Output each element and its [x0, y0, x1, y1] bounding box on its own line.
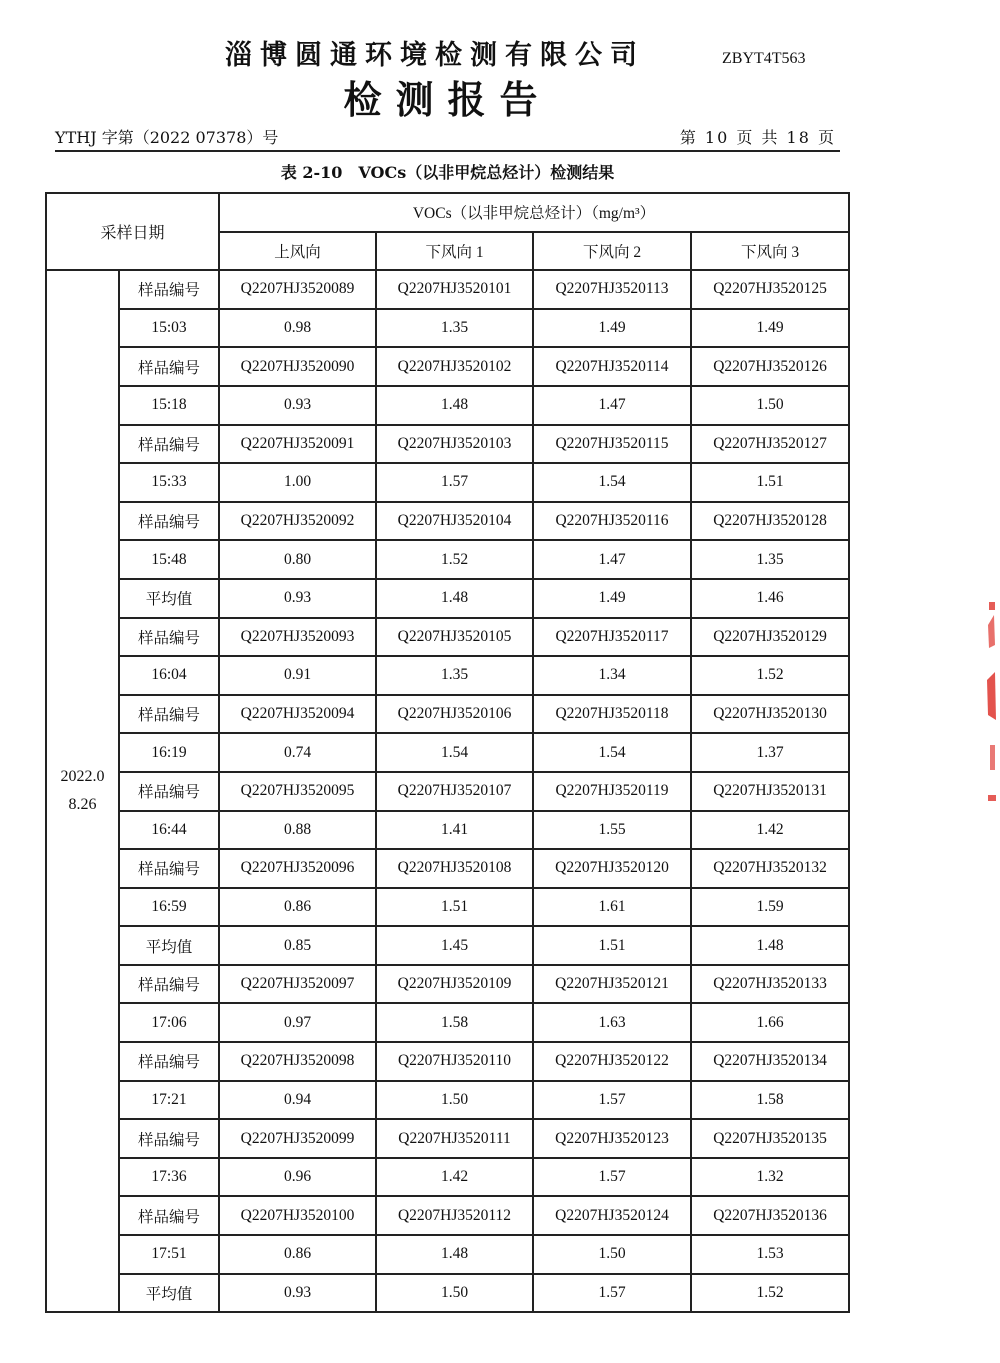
sampling-time-cell: 15:33	[119, 463, 219, 502]
concentration-value-cell: 1.50	[691, 386, 849, 425]
concentration-value-cell: 1.35	[376, 656, 533, 695]
sampling-time-cell: 17:06	[119, 1003, 219, 1042]
sample-id-row	[46, 695, 849, 734]
sample-id-cell: Q2207HJ3520134	[691, 1042, 849, 1081]
sample-id-row	[46, 772, 849, 811]
sampling-date-header: 采样日期	[46, 193, 219, 270]
red-seal-fragment	[985, 600, 997, 805]
parameter-header: VOCs（以非甲烷总烃计）（mg/m³）	[219, 193, 849, 232]
sample-id-label: 样品编号	[119, 347, 219, 386]
sample-id-cell: Q2207HJ3520129	[691, 618, 849, 657]
sample-id-row	[46, 849, 849, 888]
concentration-value-cell: 1.52	[691, 656, 849, 695]
sample-id-cell: Q2207HJ3520124	[533, 1196, 691, 1235]
sample-id-label: 样品编号	[119, 965, 219, 1004]
average-value-cell: 0.93	[219, 579, 376, 618]
sample-id-row	[46, 347, 849, 386]
sample-id-cell: Q2207HJ3520131	[691, 772, 849, 811]
sample-id-cell: Q2207HJ3520130	[691, 695, 849, 734]
sample-id-label: 样品编号	[119, 772, 219, 811]
measurement-row	[46, 656, 849, 695]
sample-id-cell: Q2207HJ3520099	[219, 1119, 376, 1158]
average-value-cell: 1.57	[533, 1274, 691, 1313]
sample-id-label: 样品编号	[119, 618, 219, 657]
page-indicator: 第 10 页 共 18 页	[679, 128, 836, 147]
concentration-value-cell: 1.51	[376, 888, 533, 927]
concentration-value-cell: 1.48	[376, 1235, 533, 1274]
sample-id-row	[46, 1042, 849, 1081]
average-value-cell: 1.50	[376, 1274, 533, 1313]
concentration-value-cell: 1.53	[691, 1235, 849, 1274]
sample-id-cell: Q2207HJ3520120	[533, 849, 691, 888]
sample-id-cell: Q2207HJ3520126	[691, 347, 849, 386]
results-table-body	[46, 193, 849, 1312]
sample-id-cell: Q2207HJ3520093	[219, 618, 376, 657]
average-row	[46, 1274, 849, 1313]
sample-id-cell: Q2207HJ3520106	[376, 695, 533, 734]
sample-id-cell: Q2207HJ3520092	[219, 502, 376, 541]
concentration-value-cell: 1.58	[376, 1003, 533, 1042]
sample-id-cell: Q2207HJ3520095	[219, 772, 376, 811]
sampling-time-cell: 16:19	[119, 733, 219, 772]
average-value-cell: 0.85	[219, 926, 376, 965]
sample-id-row	[46, 1196, 849, 1235]
sample-id-cell: Q2207HJ3520116	[533, 502, 691, 541]
sample-id-label: 样品编号	[119, 1119, 219, 1158]
concentration-value-cell: 0.97	[219, 1003, 376, 1042]
concentration-value-cell: 1.47	[533, 386, 691, 425]
sample-id-label: 样品编号	[119, 1042, 219, 1081]
measurement-row	[46, 386, 849, 425]
concentration-value-cell: 0.98	[219, 309, 376, 348]
sample-id-cell: Q2207HJ3520136	[691, 1196, 849, 1235]
average-row	[46, 926, 849, 965]
measurement-row	[46, 1081, 849, 1120]
average-label: 平均值	[119, 579, 219, 618]
average-value-cell: 1.48	[691, 926, 849, 965]
sample-id-cell: Q2207HJ3520114	[533, 347, 691, 386]
measurement-row	[46, 1003, 849, 1042]
concentration-value-cell: 0.86	[219, 1235, 376, 1274]
sample-id-cell: Q2207HJ3520112	[376, 1196, 533, 1235]
sample-id-label: 样品编号	[119, 695, 219, 734]
sample-id-cell: Q2207HJ3520117	[533, 618, 691, 657]
sample-id-label: 样品编号	[119, 502, 219, 541]
sampling-time-cell: 16:04	[119, 656, 219, 695]
sample-id-cell: Q2207HJ3520091	[219, 425, 376, 464]
sample-id-cell: Q2207HJ3520090	[219, 347, 376, 386]
concentration-value-cell: 1.47	[533, 540, 691, 579]
sample-id-cell: Q2207HJ3520133	[691, 965, 849, 1004]
measurement-row	[46, 811, 849, 850]
sampling-time-cell: 17:51	[119, 1235, 219, 1274]
sample-id-cell: Q2207HJ3520100	[219, 1196, 376, 1235]
sample-id-row	[46, 965, 849, 1004]
direction-header: 下风向 2	[533, 232, 691, 271]
sampling-time-cell: 15:48	[119, 540, 219, 579]
concentration-value-cell: 0.94	[219, 1081, 376, 1120]
average-label: 平均值	[119, 1274, 219, 1313]
document-code: ZBYT4T563	[722, 50, 806, 67]
measurement-row	[46, 733, 849, 772]
measurement-row	[46, 1235, 849, 1274]
concentration-value-cell: 1.61	[533, 888, 691, 927]
sampling-time-cell: 16:59	[119, 888, 219, 927]
concentration-value-cell: 1.57	[376, 463, 533, 502]
concentration-value-cell: 1.34	[533, 656, 691, 695]
sample-id-cell: Q2207HJ3520098	[219, 1042, 376, 1081]
sampling-time-cell: 17:21	[119, 1081, 219, 1120]
concentration-value-cell: 1.35	[376, 309, 533, 348]
average-value-cell: 0.93	[219, 1274, 376, 1313]
direction-header: 下风向 3	[691, 232, 849, 271]
concentration-value-cell: 1.57	[533, 1081, 691, 1120]
measurement-row	[46, 463, 849, 502]
concentration-value-cell: 1.63	[533, 1003, 691, 1042]
concentration-value-cell: 1.57	[533, 1158, 691, 1197]
sample-id-cell: Q2207HJ3520094	[219, 695, 376, 734]
sample-id-cell: Q2207HJ3520135	[691, 1119, 849, 1158]
average-value-cell: 1.52	[691, 1274, 849, 1313]
sampling-time-cell: 16:44	[119, 811, 219, 850]
average-label: 平均值	[119, 926, 219, 965]
sample-id-cell: Q2207HJ3520102	[376, 347, 533, 386]
concentration-value-cell: 1.50	[376, 1081, 533, 1120]
header-row	[46, 193, 849, 232]
concentration-value-cell: 0.91	[219, 656, 376, 695]
average-value-cell: 1.51	[533, 926, 691, 965]
sample-id-cell: Q2207HJ3520101	[376, 270, 533, 309]
sample-id-cell: Q2207HJ3520127	[691, 425, 849, 464]
concentration-value-cell: 1.42	[376, 1158, 533, 1197]
sample-id-label: 样品编号	[119, 425, 219, 464]
concentration-value-cell: 1.66	[691, 1003, 849, 1042]
sample-id-label: 样品编号	[119, 849, 219, 888]
sample-id-label: 样品编号	[119, 1196, 219, 1235]
direction-header: 下风向 1	[376, 232, 533, 271]
concentration-value-cell: 1.54	[533, 733, 691, 772]
sample-id-label: 样品编号	[119, 270, 219, 309]
concentration-value-cell: 0.86	[219, 888, 376, 927]
sample-id-cell: Q2207HJ3520108	[376, 849, 533, 888]
sample-id-cell: Q2207HJ3520104	[376, 502, 533, 541]
concentration-value-cell: 1.35	[691, 540, 849, 579]
concentration-value-cell: 1.51	[691, 463, 849, 502]
sample-id-cell: Q2207HJ3520097	[219, 965, 376, 1004]
sample-id-cell: Q2207HJ3520128	[691, 502, 849, 541]
sample-id-cell: Q2207HJ3520132	[691, 849, 849, 888]
sample-id-cell: Q2207HJ3520096	[219, 849, 376, 888]
sample-id-cell: Q2207HJ3520107	[376, 772, 533, 811]
concentration-value-cell: 1.37	[691, 733, 849, 772]
concentration-value-cell: 0.74	[219, 733, 376, 772]
sampling-date-cell: 2022.0 8.26	[46, 270, 119, 1312]
concentration-value-cell: 1.52	[376, 540, 533, 579]
table-title: 表 2-10 VOCs（以非甲烷总烃计）检测结果	[280, 163, 615, 182]
report-number: YTHJ 字第（2022 07378）号	[55, 128, 279, 147]
sample-id-row	[46, 1119, 849, 1158]
measurement-row	[46, 1158, 849, 1197]
results-table	[45, 192, 850, 1313]
concentration-value-cell: 1.59	[691, 888, 849, 927]
average-value-cell: 1.45	[376, 926, 533, 965]
company-name: 淄博圆通环境检测有限公司	[225, 40, 645, 71]
concentration-value-cell: 1.54	[533, 463, 691, 502]
average-row	[46, 579, 849, 618]
measurement-row	[46, 540, 849, 579]
sampling-time-cell: 15:03	[119, 309, 219, 348]
average-value-cell: 1.46	[691, 579, 849, 618]
measurement-row	[46, 888, 849, 927]
concentration-value-cell: 1.00	[219, 463, 376, 502]
sample-id-cell: Q2207HJ3520122	[533, 1042, 691, 1081]
sample-id-cell: Q2207HJ3520119	[533, 772, 691, 811]
direction-header: 上风向	[219, 232, 376, 271]
concentration-value-cell: 1.42	[691, 811, 849, 850]
sampling-time-cell: 15:18	[119, 386, 219, 425]
concentration-value-cell: 0.93	[219, 386, 376, 425]
concentration-value-cell: 0.80	[219, 540, 376, 579]
report-meta-row	[55, 125, 840, 152]
concentration-value-cell: 0.88	[219, 811, 376, 850]
sample-id-cell: Q2207HJ3520105	[376, 618, 533, 657]
sample-id-row	[46, 618, 849, 657]
sample-id-cell: Q2207HJ3520121	[533, 965, 691, 1004]
sample-id-cell: Q2207HJ3520110	[376, 1042, 533, 1081]
concentration-value-cell: 1.58	[691, 1081, 849, 1120]
concentration-value-cell: 0.96	[219, 1158, 376, 1197]
sample-id-cell: Q2207HJ3520123	[533, 1119, 691, 1158]
concentration-value-cell: 1.49	[691, 309, 849, 348]
sample-id-cell: Q2207HJ3520113	[533, 270, 691, 309]
sample-id-cell: Q2207HJ3520089	[219, 270, 376, 309]
sample-id-row	[46, 502, 849, 541]
sample-id-cell: Q2207HJ3520103	[376, 425, 533, 464]
sample-id-row	[46, 425, 849, 464]
concentration-value-cell: 1.41	[376, 811, 533, 850]
average-value-cell: 1.49	[533, 579, 691, 618]
concentration-value-cell: 1.55	[533, 811, 691, 850]
measurement-row	[46, 309, 849, 348]
report-title: 检测报告	[343, 77, 552, 122]
concentration-value-cell: 1.50	[533, 1235, 691, 1274]
sample-id-cell: Q2207HJ3520115	[533, 425, 691, 464]
sample-id-cell: Q2207HJ3520125	[691, 270, 849, 309]
sample-id-cell: Q2207HJ3520111	[376, 1119, 533, 1158]
concentration-value-cell: 1.32	[691, 1158, 849, 1197]
sampling-time-cell: 17:36	[119, 1158, 219, 1197]
average-value-cell: 1.48	[376, 579, 533, 618]
concentration-value-cell: 1.48	[376, 386, 533, 425]
sample-id-cell: Q2207HJ3520118	[533, 695, 691, 734]
concentration-value-cell: 1.49	[533, 309, 691, 348]
concentration-value-cell: 1.54	[376, 733, 533, 772]
sample-id-cell: Q2207HJ3520109	[376, 965, 533, 1004]
sample-id-row	[46, 270, 849, 309]
